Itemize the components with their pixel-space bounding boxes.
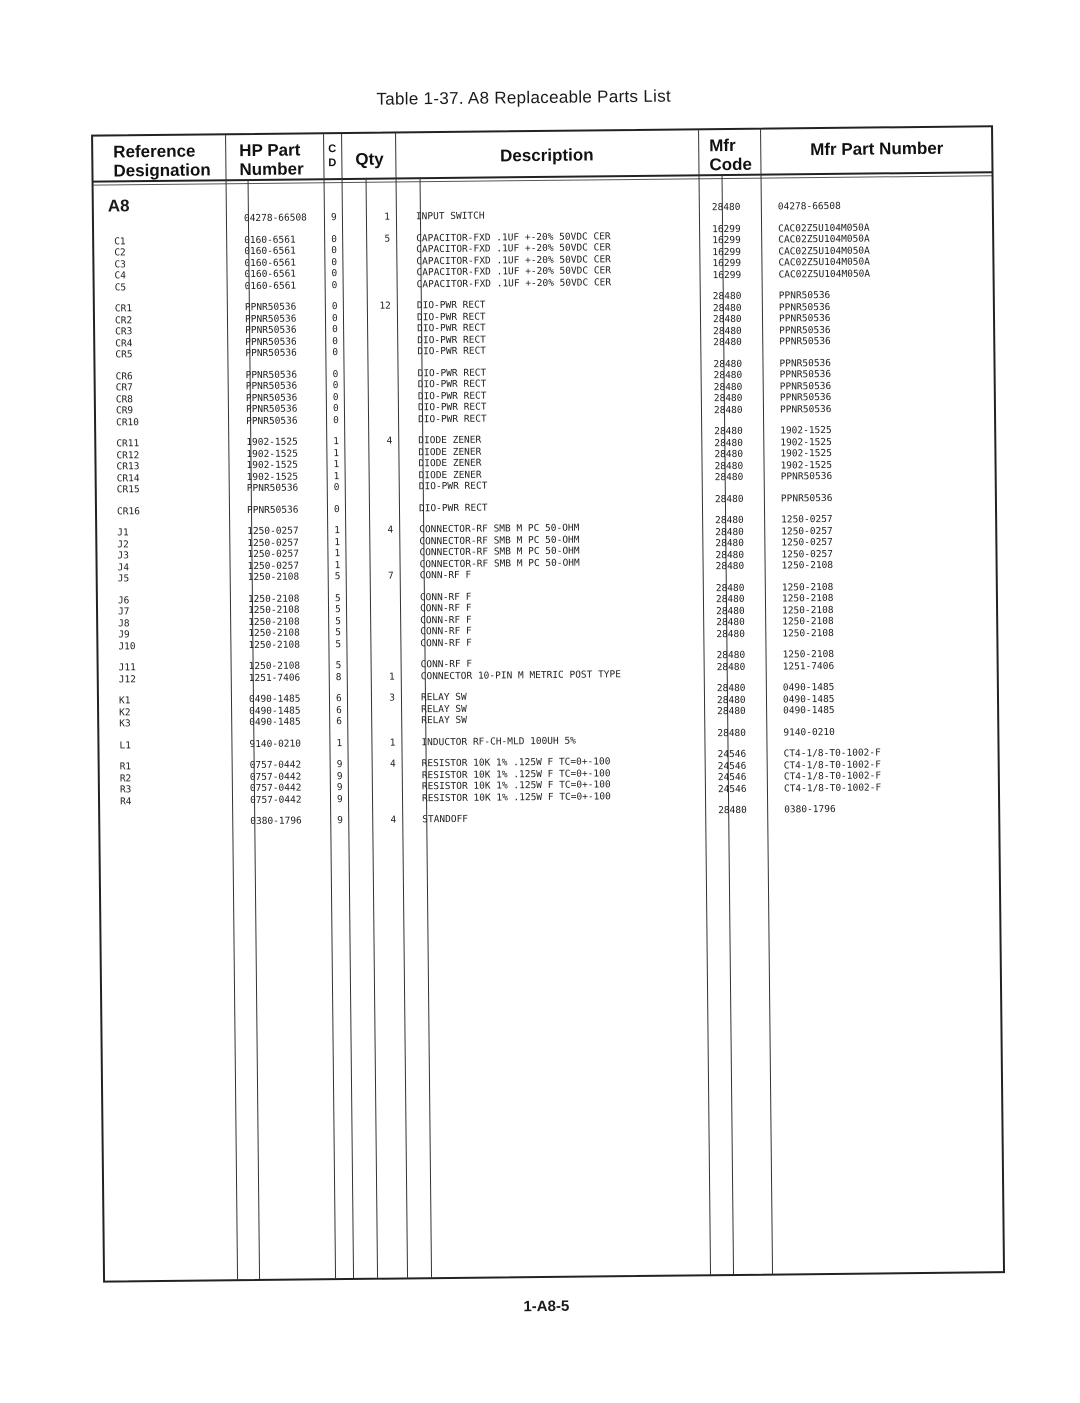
cd-cell: 0 [332,347,342,359]
hp-part-cell: 1902-1525 [246,459,326,471]
cd-cell: 0 [333,415,343,427]
mfr-code-cell: 28480 [713,325,757,337]
ref-cell: J12 [119,673,219,686]
mfr-part-cell: 1902-1525 [780,435,990,449]
cd-cell: 0 [331,257,341,269]
ref-cell: C1 [114,235,214,248]
ref-cell: C4 [114,269,214,282]
mfr-code-cell: 28480 [713,291,757,303]
ref-cell [120,816,220,817]
cd-cell: 0 [331,245,341,257]
cd-cell: 9 [337,794,347,806]
mfr-part-cell: 1250-0257 [781,524,991,538]
mfr-part-cell: CAC02Z5U104M050A [778,244,988,258]
mfr-code-cell: 28480 [716,594,760,606]
ref-cell: J4 [118,561,218,574]
ref-cell: CR5 [115,348,215,361]
cd-cell: 5 [336,660,346,672]
mfr-part-cell: 1250-2108 [782,614,992,628]
header-mfr-part-number: Mfr Part Number [760,138,993,159]
description-cell: CAPACITOR-FXD .1UF +-20% 50VDC CER [416,241,696,255]
cd-cell: 1 [333,448,343,460]
hp-part-cell: PPNR50536 [246,415,326,427]
column-hp-part [244,212,324,213]
hp-part-cell: 1250-2108 [248,593,328,605]
mfr-code-cell: 24546 [718,749,762,761]
cd-cell: 0 [332,324,342,336]
description-cell: DIO-PWR RECT [418,376,698,390]
ref-cell: CR14 [117,472,217,485]
cd-cell: 1 [333,459,343,471]
header-mfr-code [709,136,752,174]
ref-cell: CR16 [117,505,217,518]
mfr-part-cell: CAC02Z5U104M050A [778,267,988,281]
description-cell: INDUCTOR RF-CH-MLD 100UH 5% [421,734,701,748]
header-reference [113,141,211,180]
col-divider [366,178,379,1278]
mfr-code-cell: 16299 [712,246,756,258]
description-cell: RESISTOR 10K 1% .125W F TC=0+-100 [422,778,702,792]
ref-cell: J8 [118,617,218,630]
cd-cell: 1 [334,548,344,560]
description-cell: RESISTOR 10K 1% .125W F TC=0+-100 [422,790,702,804]
hp-part-cell: PPNR50536 [246,392,326,404]
mfr-code-cell: 28480 [714,426,758,438]
ref-cell: J10 [118,640,218,653]
mfr-part-cell: PPNR50536 [779,334,989,348]
section-label: A8 [108,196,130,216]
ref-cell: CR7 [116,381,216,394]
hp-part-cell: 1902-1525 [247,471,327,483]
mfr-code-cell: 28480 [715,460,759,472]
cd-cell: 0 [333,380,343,392]
header-hp-part-line1: HP Part [239,140,303,160]
description-cell: CONN-RF F [421,656,701,670]
hp-part-cell: 0490-1485 [249,716,329,728]
header-mfr-code-line1: Mfr [709,136,752,155]
cd-cell: 1 [336,738,346,750]
hp-part-cell: 0757-0442 [250,771,330,783]
header-mfr-code-line2: Code [709,155,752,174]
mfr-code-cell: 24546 [718,760,762,772]
header-cd [328,142,336,170]
cd-cell: 0 [331,234,341,246]
hp-part-cell: PPNR50536 [246,380,326,392]
mfr-code-cell: 28480 [715,515,759,527]
cd-cell: 0 [332,336,342,348]
mfr-part-cell: 1250-0257 [781,535,991,549]
description-cell: DIO-PWR RECT [419,500,699,514]
qty-cell: 4 [349,525,393,537]
ref-cell: L1 [119,739,219,752]
mfr-part-cell: 0380-1796 [784,802,994,816]
mfr-part-cell: CT4-1/8-T0-1002-F [784,758,994,772]
mfr-code-cell: 28480 [716,605,760,617]
mfr-code-cell: 28480 [714,449,758,461]
ref-cell: CR9 [116,404,216,417]
header-reference-line2: Designation [113,160,210,180]
ref-cell: J9 [118,628,218,641]
description-cell: DIO-PWR RECT [417,297,697,311]
ref-cell: J7 [118,605,218,618]
mfr-part-cell: CAC02Z5U104M050A [778,232,988,246]
description-cell: CONN-RF F [420,612,700,626]
description-cell: CONNECTOR 10-PIN M METRIC POST TYPE [421,668,701,682]
description-cell: DIO-PWR RECT [418,365,698,379]
hp-part-cell: 1250-2108 [248,571,328,583]
mfr-code-cell: 28480 [714,370,758,382]
description-cell: DIODE ZENER [419,467,699,481]
qty-cell: 4 [352,759,396,771]
description-cell: RELAY SW [421,701,701,715]
hp-part-cell: 1250-2108 [248,627,328,639]
mfr-part-cell: 1250-2108 [782,580,992,594]
mfr-part-cell: CAC02Z5U104M050A [778,255,988,269]
page-number: 1-A8-5 [6,1292,1080,1320]
hp-part-cell: 9140-0210 [249,738,329,750]
column-description [416,208,696,211]
ref-cell: CR3 [115,325,215,338]
cd-cell: 0 [333,392,343,404]
mfr-code-cell: 16299 [712,258,756,270]
cd-cell: 1 [334,525,344,537]
hp-part-cell: 1250-0257 [247,537,327,549]
parts-table [91,125,1005,1282]
hp-part-cell: 1250-0257 [247,548,327,560]
description-cell: CAPACITOR-FXD .1UF +-20% 50VDC CER [416,253,696,267]
ref-cell: CR8 [116,393,216,406]
mfr-part-cell: 1250-0257 [781,547,991,561]
col-divider [395,133,408,1277]
mfr-code-cell: 28480 [715,472,759,484]
header-hp-part [239,140,304,179]
mfr-part-cell: 1251-7406 [783,659,993,673]
cd-cell: 9 [337,759,347,771]
mfr-code-cell: 28480 [713,358,757,370]
description-cell: CONNECTOR-RF SMB M PC 50-OHM [419,521,699,535]
cd-cell: 0 [333,403,343,415]
qty-cell: 4 [352,815,396,827]
cd-cell: 9 [337,782,347,794]
mfr-code-cell: 16299 [712,223,756,235]
hp-part-cell: PPNR50536 [245,313,325,325]
hp-part-cell: PPNR50536 [245,336,325,348]
cd-cell: 8 [336,672,346,684]
ref-cell: C3 [114,258,214,271]
description-cell: DIO-PWR RECT [417,320,697,334]
description-cell: CAPACITOR-FXD .1UF +-20% 50VDC CER [416,264,696,278]
description-cell: DIO-PWR RECT [418,411,698,425]
qty-cell: 1 [351,737,395,749]
ref-cell: CR1 [115,302,215,315]
mfr-part-cell: PPNR50536 [780,379,990,393]
table-title: Table 1-37. A8 Replaceable Parts List [0,83,1054,114]
cd-cell: 9 [337,815,347,827]
description-cell: RELAY SW [421,712,701,726]
hp-part-cell: 1250-2108 [249,660,329,672]
mfr-part-cell: CT4-1/8-T0-1002-F [784,781,994,795]
description-cell: CONNECTOR-RF SMB M PC 50-OHM [419,544,699,558]
hp-part-cell: 1902-1525 [246,448,326,460]
hp-part-cell: 1250-2108 [248,639,328,651]
cd-cell: 5 [335,627,345,639]
header-cd-line2: D [328,156,336,170]
cd-cell: 0 [331,268,341,280]
hp-part-cell: PPNR50536 [246,403,326,415]
cd-cell: 6 [336,693,346,705]
hp-part-cell: 0757-0442 [250,794,330,806]
ref-cell: J1 [117,526,217,539]
description-cell: DIODE ZENER [418,432,698,446]
ref-cell: CR10 [116,416,216,429]
mfr-part-cell: PPNR50536 [779,323,989,337]
description-cell: DIO-PWR RECT [419,478,699,492]
hp-part-cell: PPNR50536 [245,347,325,359]
mfr-part-cell: CT4-1/8-T0-1002-F [784,746,994,760]
mfr-part-cell: 1250-2108 [782,647,992,661]
mfr-code-cell: 28480 [716,650,760,662]
mfr-code-cell: 28480 [714,381,758,393]
qty-cell: 4 [348,436,392,448]
mfr-part-cell: PPNR50536 [779,288,989,302]
mfr-code-cell: 24546 [718,783,762,795]
header-description: Description [395,144,698,166]
hp-part-cell: 0160-6561 [244,245,324,257]
cd-cell: 1 [333,436,343,448]
mfr-code-cell: 28480 [716,617,760,629]
mfr-code-cell: 28480 [717,683,761,695]
ref-cell: R1 [120,760,220,773]
cd-cell: 1 [334,537,344,549]
mfr-part-cell: 04278-66508 [778,199,988,213]
description-cell: CAPACITOR-FXD .1UF +-20% 50VDC CER [416,230,696,244]
qty-cell: 5 [346,233,390,245]
mfr-part-cell: PPNR50536 [780,367,990,381]
mfr-part-cell: 0490-1485 [783,692,993,706]
ref-cell: CR12 [116,449,216,462]
header-reference-line1: Reference [113,141,210,161]
mfr-part-cell: CAC02Z5U104M050A [778,221,988,235]
ref-cell: K3 [119,717,219,730]
mfr-part-cell: CT4-1/8-T0-1002-F [784,769,994,783]
col-divider [760,130,773,1274]
mfr-part-cell: 1250-2108 [782,558,992,572]
hp-part-cell: 0757-0442 [250,759,330,771]
cd-cell: 0 [333,369,343,381]
ref-cell: CR2 [115,314,215,327]
description-cell: DIO-PWR RECT [417,343,697,357]
mfr-code-cell: 28480 [718,805,762,817]
ref-cell: K2 [119,706,219,719]
description-cell: DIODE ZENER [418,455,698,469]
ref-cell: K1 [119,694,219,707]
description-cell: CONN-RF F [420,635,700,649]
description-cell: CONNECTOR-RF SMB M PC 50-OHM [419,533,699,547]
hp-part-cell: 0490-1485 [249,693,329,705]
ref-cell: CR13 [116,460,216,473]
description-cell: CONN-RF F [420,589,700,603]
description-cell: CONN-RF F [420,623,700,637]
ref-cell: CR11 [116,437,216,450]
mfr-code-cell: 16299 [713,269,757,281]
description-cell: RELAY SW [421,689,701,703]
qty-cell: 3 [351,693,395,705]
description-cell: DIO-PWR RECT [417,309,697,323]
cd-cell: 9 [337,771,347,783]
mfr-part-cell: 1902-1525 [780,458,990,472]
hp-part-cell: 1250-0257 [248,560,328,572]
ref-cell: R3 [120,783,220,796]
mfr-part-cell: 0490-1485 [783,703,993,717]
ref-cell: CR4 [115,337,215,350]
description-cell: RESISTOR 10K 1% .125W F TC=0+-100 [422,767,702,781]
hp-part-cell: 1902-1525 [246,436,326,448]
hp-part-cell: 1250-2108 [248,616,328,628]
cd-cell: 5 [335,639,345,651]
cd-cell: 9 [331,212,341,224]
mfr-code-cell: 28480 [716,561,760,573]
description-cell: DIO-PWR RECT [417,332,697,346]
cd-cell: 5 [335,571,345,583]
mfr-code-cell: 24546 [718,772,762,784]
mfr-part-cell: PPNR50536 [780,390,990,404]
cd-cell: 0 [332,301,342,313]
mfr-part-cell: 1250-2108 [782,626,992,640]
description-cell: DIO-PWR RECT [418,388,698,402]
cd-cell: 1 [334,471,344,483]
mfr-part-cell: 1902-1525 [780,423,990,437]
description-cell: CONN-RF F [420,600,700,614]
description-cell: DIO-PWR RECT [418,399,698,413]
qty-cell: 1 [351,671,395,683]
ref-cell: C5 [115,281,215,294]
mfr-part-cell: PPNR50536 [780,402,990,416]
header-hp-part-line2: Number [239,159,303,179]
mfr-code-cell: 28480 [715,538,759,550]
mfr-code-cell: 28480 [714,437,758,449]
cd-cell: 5 [335,616,345,628]
hp-part-cell: 04278-66508 [244,212,324,224]
mfr-code-cell: 28480 [715,493,759,505]
hp-part-cell: 1251-7406 [249,672,329,684]
mfr-part-cell: PPNR50536 [779,300,989,314]
mfr-part-cell: PPNR50536 [781,469,991,483]
ref-cell: CR6 [116,370,216,383]
description-cell: INPUT SWITCH [416,208,696,222]
mfr-part-cell: 0490-1485 [783,680,993,694]
ref-cell: CR15 [117,483,217,496]
mfr-code-cell: 28480 [712,202,756,214]
mfr-code-cell: 28480 [717,727,761,739]
description-cell: RESISTOR 10K 1% .125W F TC=0+-100 [422,755,702,769]
hp-part-cell: 0490-1485 [249,705,329,717]
mfr-code-cell: 28480 [714,404,758,416]
ref-cell: J2 [117,538,217,551]
hp-part-cell: PPNR50536 [246,369,326,381]
cd-cell: 0 [334,482,344,494]
mfr-code-cell: 28480 [715,549,759,561]
mfr-part-cell: PPNR50536 [781,491,991,505]
hp-part-cell: 0160-6561 [244,234,324,246]
mfr-code-cell: 28480 [714,393,758,405]
description-cell: DIODE ZENER [418,444,698,458]
ref-cell: J3 [117,549,217,562]
hp-part-cell: 0757-0442 [250,782,330,794]
hp-part-cell: PPNR50536 [247,482,327,494]
ref-cell: J6 [118,594,218,607]
ref-cell: C2 [114,246,214,259]
ref-cell: J11 [119,661,219,674]
ref-cell: R4 [120,795,220,808]
hp-part-cell: 1250-2108 [248,604,328,616]
description-cell: CAPACITOR-FXD .1UF +-20% 50VDC CER [417,276,697,290]
mfr-part-cell: 1250-0257 [781,512,991,526]
hp-part-cell: 1250-0257 [247,525,327,537]
description-cell: CONN-RF F [420,567,700,581]
header-qty: Qty [355,150,384,169]
mfr-code-cell: 28480 [713,337,757,349]
column-mfr-part [778,199,988,201]
mfr-code-cell: 28480 [717,661,761,673]
mfr-code-cell: 28480 [716,582,760,594]
cd-cell: 5 [335,604,345,616]
hp-part-cell: 0380-1796 [250,815,330,827]
hp-part-cell: PPNR50536 [247,504,327,516]
cd-cell: 5 [335,593,345,605]
mfr-code-cell: 16299 [712,235,756,247]
cd-cell: 6 [336,716,346,728]
hp-part-cell: PPNR50536 [245,324,325,336]
mfr-code-cell: 28480 [713,314,757,326]
cd-cell: 6 [336,705,346,717]
mfr-code-cell: 28480 [717,706,761,718]
mfr-part-cell: 1902-1525 [780,446,990,460]
hp-part-cell: PPNR50536 [245,301,325,313]
cd-cell: 0 [332,280,342,292]
cd-cell: 1 [335,560,345,572]
qty-cell: 7 [350,571,394,583]
col-divider [225,135,238,1279]
mfr-code-cell: 28480 [713,302,757,314]
qty-cell: 12 [347,301,391,313]
mfr-code-cell: 28480 [716,628,760,640]
mfr-part-cell: 9140-0210 [783,725,993,739]
cd-cell: 0 [334,504,344,516]
mfr-part-cell: PPNR50536 [779,356,989,370]
mfr-code-cell: 28480 [715,526,759,538]
ref-cell: J5 [118,572,218,585]
hp-part-cell: 0160-6561 [244,257,324,269]
mfr-part-cell: PPNR50536 [779,311,989,325]
hp-part-cell: 0160-6561 [244,268,324,280]
qty-cell: 1 [346,212,390,224]
description-cell: CONNECTOR-RF SMB M PC 50-OHM [420,556,700,570]
header-cd-line1: C [328,142,336,156]
mfr-code-cell: 28480 [717,694,761,706]
mfr-part-cell: 1250-2108 [782,591,992,605]
description-cell: STANDOFF [422,811,702,825]
ref-cell: R2 [120,772,220,785]
hp-part-cell: 0160-6561 [245,280,325,292]
mfr-part-cell: 1250-2108 [782,603,992,617]
cd-cell: 0 [332,313,342,325]
